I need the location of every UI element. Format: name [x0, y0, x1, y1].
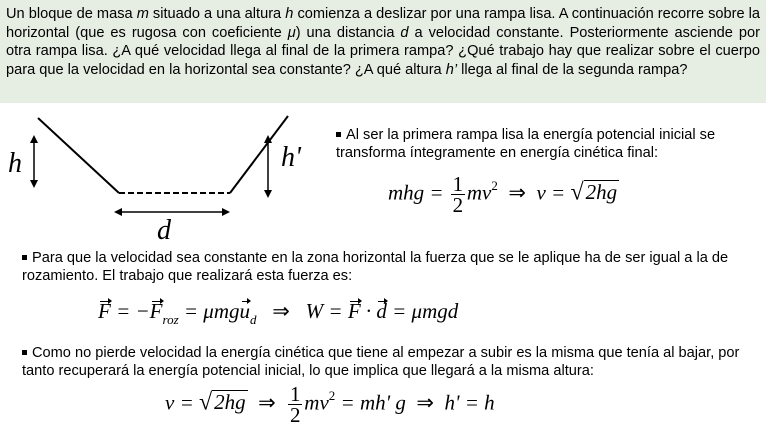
- second-ramp: [230, 116, 288, 193]
- bullet: [22, 350, 27, 355]
- label-h: h: [8, 148, 22, 179]
- implies-arrow: ⇒: [272, 299, 290, 323]
- bullet: [22, 255, 27, 260]
- first-ramp: [38, 118, 119, 193]
- section3-text: Como no pierde velocidad la energía cinética que tiene al empezar a subir es la misma que tenía al bajar, por tanto recuperará la energía potencial inicial, lo que implica que llegará a la misma altura:: [22, 345, 740, 380]
- section1-equation: mhg = $\frac{1}{2}$ $mv^2$ ⇒ v = √2hg: [388, 172, 618, 217]
- fraction: $\frac{1}{2}$: [452, 172, 464, 217]
- section3-equation: v = √2hg ⇒ $\frac{1}{2}$ $mv^2 = mh'$ g ⇒ h' = h: [165, 382, 495, 427]
- label-d: d: [157, 215, 171, 246]
- implies-arrow: ⇒: [258, 390, 276, 415]
- problem-statement: Un bloque de masa m situado a una altura h comienza a deslizar por una rampa lisa. A continuación recorre sobre la horizontal (que es rugosa con coeficiente μ) una distancia d a velocidad constante. Posteriormente asciende por otra rampa lisa. ¿A qué velocidad llega al final de la primera rampa? ¿Qué trabajo hay que realizar sobre el cuerpo para que la velocidad en la horizontal sea constante? ¿A qué altura h’ llega al final de la segunda rampa?: [6, 6, 760, 78]
- problem-statement-box: [0, 0, 766, 103]
- section2-equation: $F = -F_{roz} = \mu mgu_d$ ⇒ W = F · d = μmgd: [98, 299, 459, 327]
- section1-text: Al ser la primera rampa lisa la energía potencial inicial se transforma íntegramente en energía cinética final:: [336, 127, 716, 162]
- label-h-prime: h': [281, 142, 301, 173]
- implies-arrow: ⇒: [508, 180, 526, 205]
- fraction: $\frac{1}{2}$: [290, 382, 301, 427]
- bullet: [336, 132, 341, 137]
- implies-arrow: ⇒: [416, 390, 434, 415]
- section2-text: Para que la velocidad sea constante en la zona horizontal la fuerza que se le aplique ha de ser igual a la de rozamiento. El trabajo que realizará esta fuerza es:: [22, 250, 729, 285]
